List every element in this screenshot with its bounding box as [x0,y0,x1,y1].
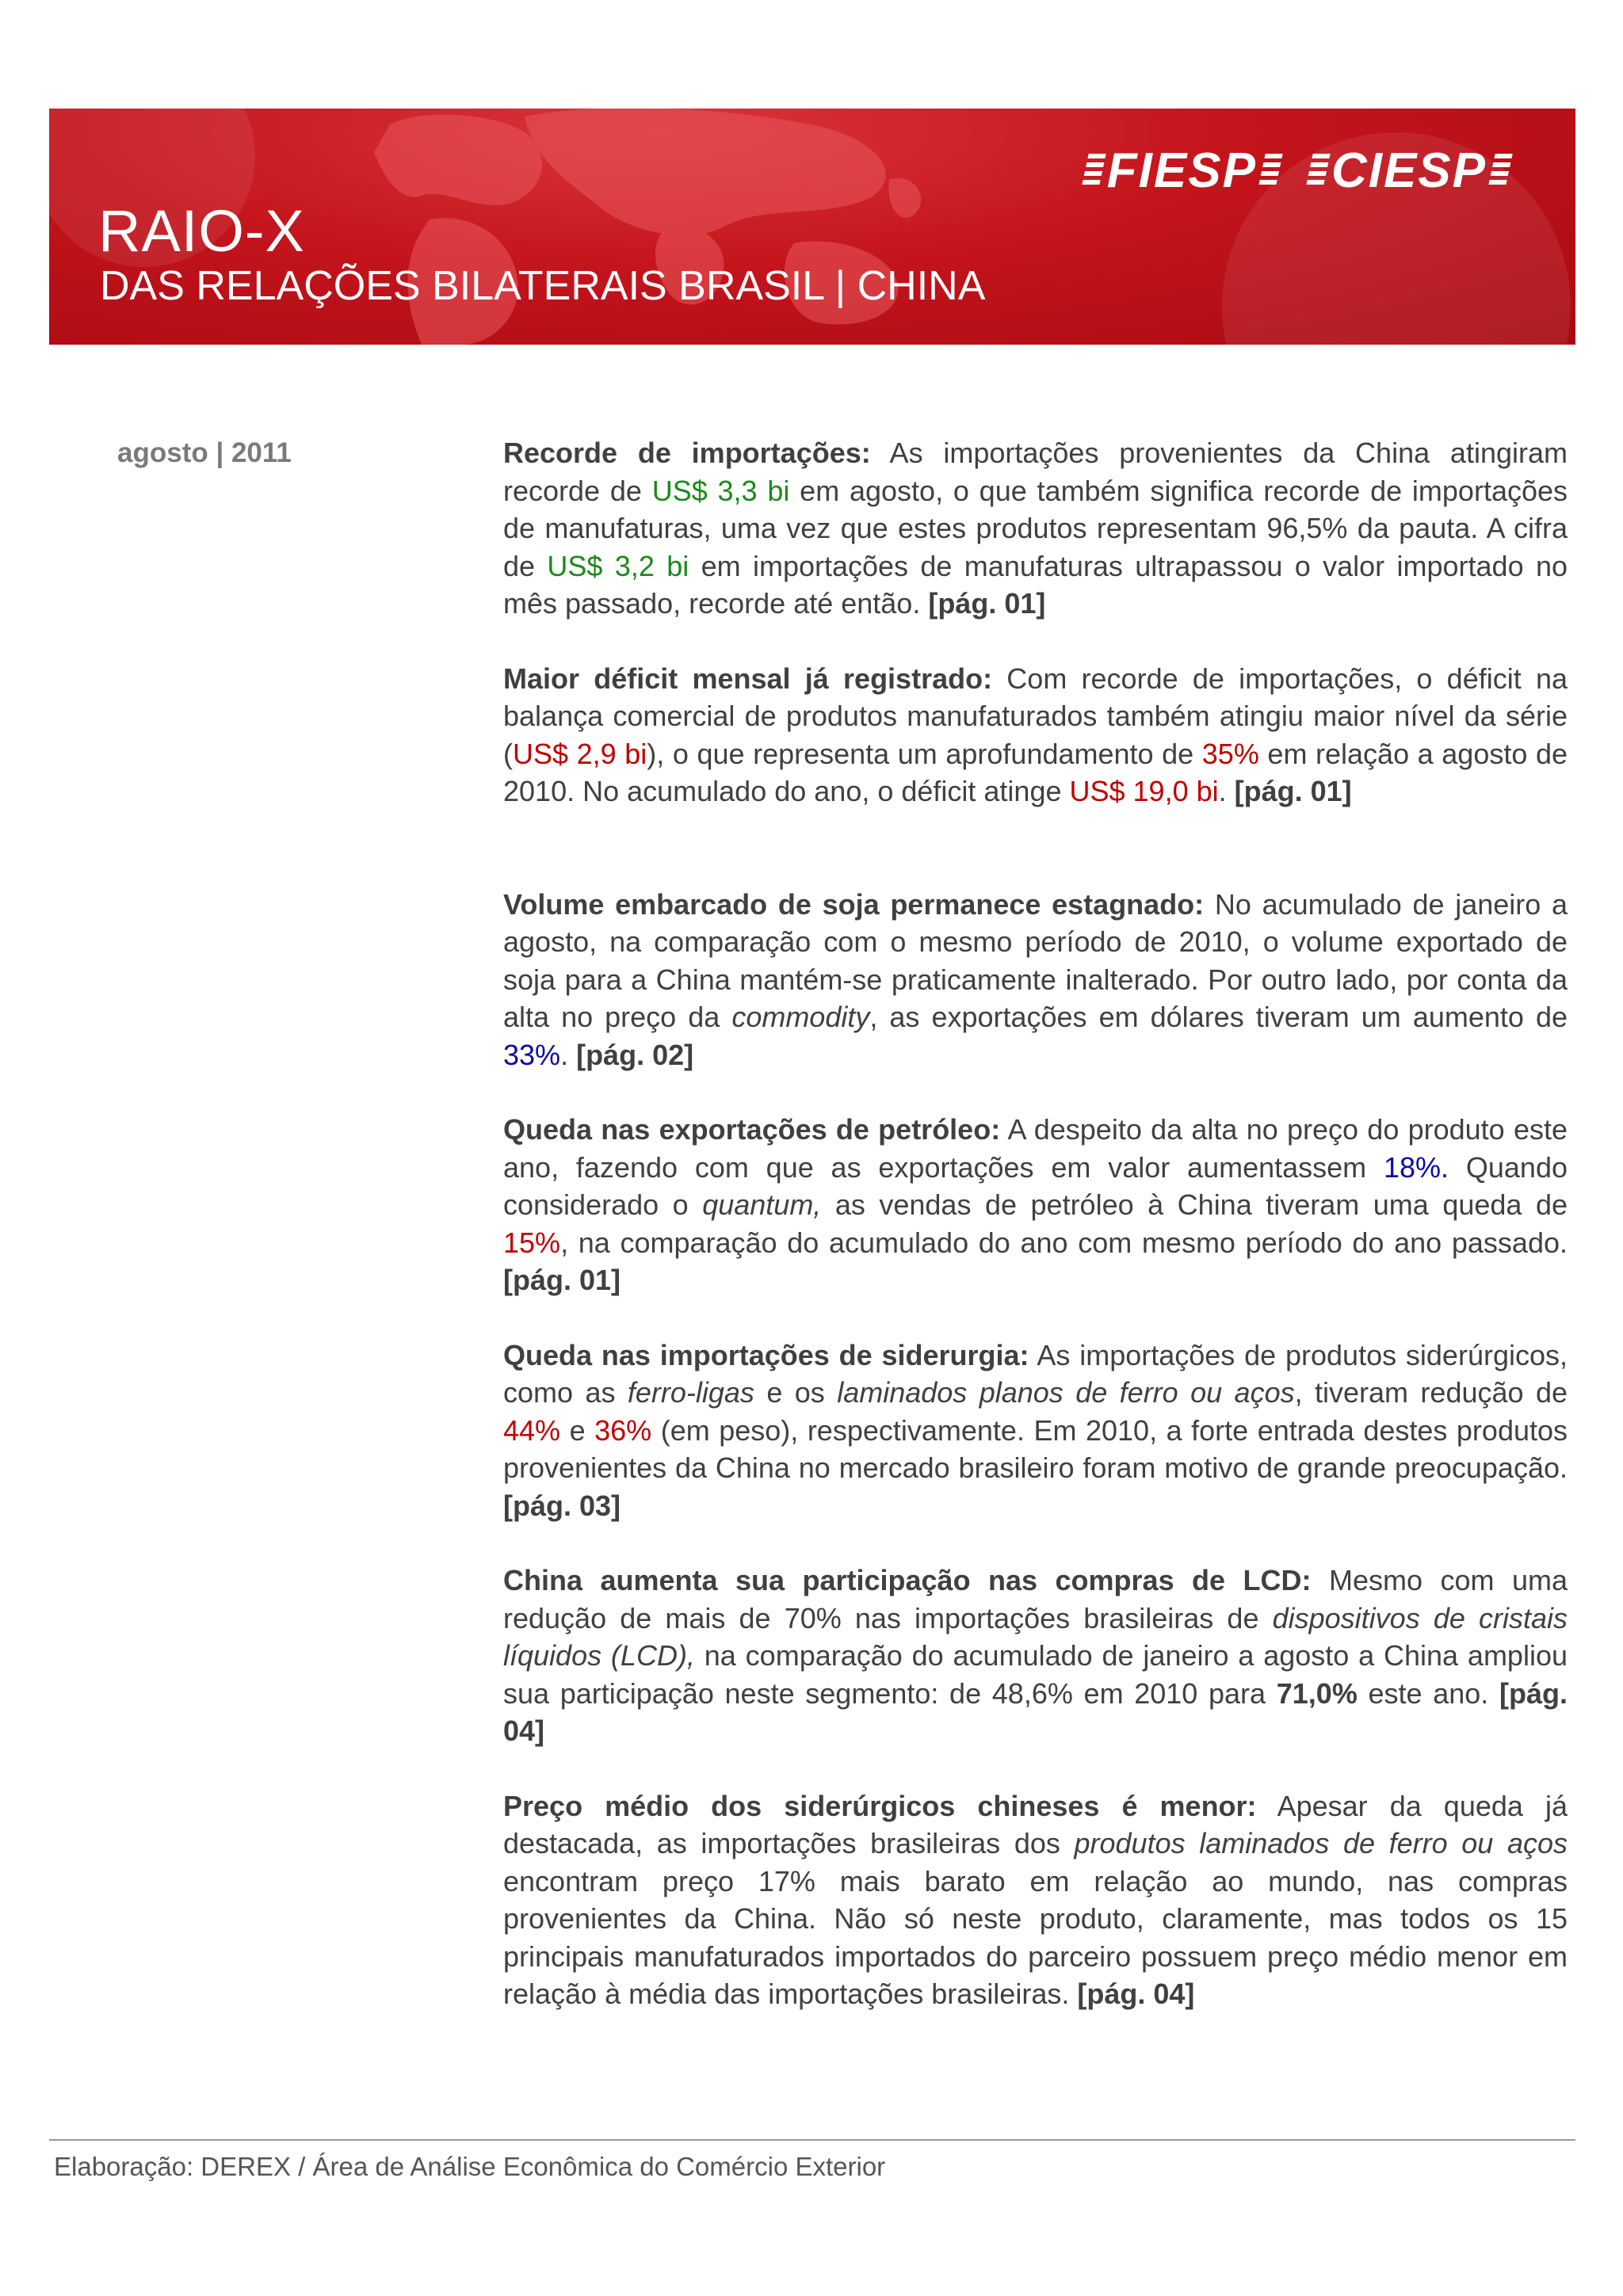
highlight-value: 44% [503,1413,561,1447]
highlight-text: encontram preço 17% mais barato em relação ao mundo, nas compras provenientes da China. Não só neste produto, claramente, mas todos os 15 principais manufaturados importados do parceiro possuem preço médio menor em relação à média das importações brasileiras. [503,1864,1568,2010]
fiesp-logo-text: FIESP [1106,143,1257,198]
ciesp-logo [1304,143,1514,198]
highlight-text: Quando considerado o [503,1150,1568,1221]
highlight-text: e [560,1413,595,1447]
highlight-lcd-share [503,1562,1568,1750]
highlight-value: 35% [1201,737,1259,770]
highlight-italic: dispositivos de cristais líquidos (LCD), [503,1601,1568,1672]
highlight-heading: Maior déficit mensal já registrado: [503,662,993,695]
highlight-italic: commodity [731,1001,870,1033]
highlight-value: 18%. [1383,1150,1449,1184]
header-banner [49,109,1575,345]
highlight-text: , tiveram redução de [1294,1376,1568,1409]
highlight-text: Mesmo com uma redução de mais de 70% nas importações brasileiras de [503,1564,1568,1634]
highlight-steel-imports [503,1337,1568,1525]
highlight-text: (em peso), respectivamente. Em 2010, a forte entrada destes produtos provenientes da China no mercado brasileiro foram motivo de grande preocupação. [503,1413,1568,1484]
fiesp-logo [1080,143,1284,198]
highlight-italic: laminados planos de ferro ou aços [837,1376,1295,1409]
ciesp-logo-text: CIESP [1331,143,1487,198]
highlight-text: em importações de manufaturas ultrapassou o valor importado no mês passado, recorde até então. [503,549,1568,620]
highlight-heading: Queda nas exportações de petróleo: [503,1113,1001,1146]
page-reference: [pág. 03] [503,1489,621,1522]
highlight-bold-value: 71,0% [1276,1676,1358,1710]
page-reference: [pág. 01] [503,1264,621,1296]
page-reference: [pág. 04] [503,1676,1568,1747]
highlights [503,434,1568,2050]
highlight-heading: China aumenta sua participação nas compras de LCD: [503,1564,1312,1596]
banner-subtitle: DAS RELAÇÕES BILATERAIS BRASIL | CHINA [100,263,986,309]
ciesp-stripes-icon [1305,154,1330,189]
highlight-text: . [1218,775,1235,807]
highlight-text: em relação a agosto de 2010. No acumulado do ano, o déficit atinge [503,737,1568,807]
highlight-text: . [560,1038,577,1071]
highlight-text: As importações provenientes da China atingiram recorde de [503,437,1568,507]
highlight-value: 36% [594,1413,652,1447]
highlight-value: US$ 3,3 bi [651,474,790,507]
report-date: agosto | 2011 [117,437,292,468]
highlight-heading: Queda nas importações de siderurgia: [503,1338,1029,1371]
highlight-heading: Preço médio dos siderúrgicos chineses é menor: [503,1789,1257,1822]
highlight-text: ), o que representa um aprofundamento de [647,737,1202,770]
banner-title: RAIO-X [98,198,305,264]
highlight-imports-record [503,434,1568,623]
highlight-text: as vendas de petróleo à China tiveram uma queda de [821,1188,1568,1221]
highlight-text: e os [754,1376,838,1409]
page-reference: [pág. 01] [1234,775,1352,807]
logos [1080,143,1514,198]
highlight-italic: produtos laminados de ferro ou aços [1074,1827,1568,1859]
highlight-text: No acumulado de janeiro a agosto, na comparação com o mesmo período de 2010, o volume exportado de soja para a China mantém-se praticamente inalterado. Por outro lado, por conta da alta no preço da [503,887,1568,1033]
highlight-italic: quantum, [702,1188,822,1221]
highlight-oil-exports [503,1111,1568,1299]
highlight-value: US$ 2,9 bi [513,737,647,770]
highlight-deficit [503,660,1568,810]
highlight-text: na comparação do acumulado de janeiro a agosto a China ampliou sua participação neste segmento: de 48,6% em 2010 para [503,1639,1568,1710]
highlight-text: Apesar da queda já destacada, as importações brasileiras dos [503,1789,1568,1859]
highlight-heading: Recorde de importações: [503,437,871,469]
highlight-text: em agosto, o que também significa recorde de importações de manufaturas, uma vez que estes produtos representam 96,5% da pauta. A cifra de [503,474,1568,582]
fiesp-stripes-icon [1081,154,1106,189]
highlight-value: US$ 3,2 bi [547,549,689,582]
highlight-value: 15% [503,1226,561,1259]
footer-divider [49,2139,1575,2141]
highlight-heading: Volume embarcado de soja permanece estagnado: [503,887,1205,921]
page-reference: [pág. 04] [1077,1978,1195,2010]
highlight-soy-volume [503,886,1568,1074]
highlight-italic: ferro-ligas [627,1376,754,1409]
page-reference: [pág. 02] [576,1038,694,1071]
highlight-value: 33% [503,1038,561,1071]
highlight-text: As importações de produtos siderúrgicos, como as [503,1338,1568,1409]
highlight-text: Com recorde de importações, o déficit na balança comercial de produtos manufaturados também atingiu maior nível da série ( [503,662,1568,770]
highlight-text: , as exportações em dólares tiveram um aumento de [869,1001,1568,1033]
highlight-text: A despeito da alta no preço do produto este ano, fazendo com que as exportações em valor aumentassem [503,1113,1568,1184]
fiesp-stripes-icon-right [1258,154,1282,189]
page-reference: [pág. 01] [928,587,1046,620]
highlight-steel-price [503,1787,1568,2013]
highlight-value: US$ 19,0 bi [1069,775,1219,807]
ciesp-stripes-icon-right [1487,154,1512,189]
footer-credit: Elaboração: DEREX / Área de Análise Econômica do Comércio Exterior [54,2152,886,2181]
highlight-text: , na comparação do acumulado do ano com mesmo período do ano passado. [560,1226,1568,1259]
highlight-text: este ano. [1357,1676,1499,1710]
